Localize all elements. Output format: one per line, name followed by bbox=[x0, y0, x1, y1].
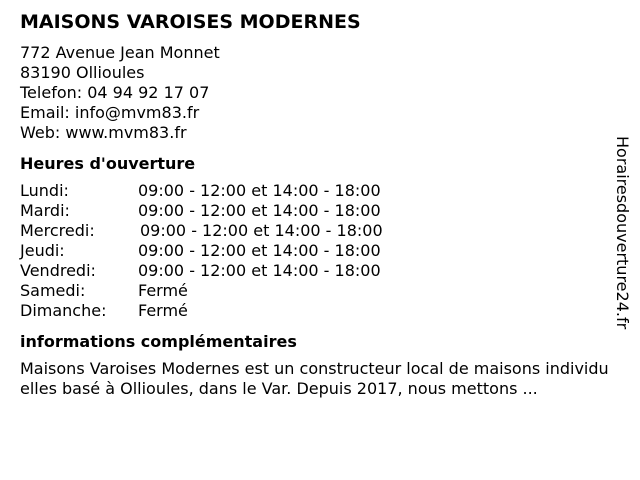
phone-line[interactable]: Telefon: 04 94 92 17 07 bbox=[20, 83, 210, 102]
address-city: 83190 Ollioules bbox=[20, 63, 145, 82]
business-card bbox=[20, 10, 610, 399]
hours-day-label: Mercredi: bbox=[20, 221, 95, 240]
hours-day-label: Vendredi: bbox=[20, 261, 96, 280]
site-brand-vertical[interactable]: Horairesdouverture24.fr bbox=[613, 136, 632, 330]
hours-row-saturday bbox=[20, 281, 610, 301]
hours-day-value: 09:00 - 12:00 et 14:00 - 18:00 bbox=[138, 201, 381, 220]
hours-heading: Heures d'ouverture bbox=[20, 154, 196, 173]
hours-row-sunday bbox=[20, 301, 610, 321]
hours-day-value: Fermé bbox=[138, 281, 188, 300]
hours-day-label: Mardi: bbox=[20, 201, 70, 220]
hours-day-label: Lundi: bbox=[20, 181, 69, 200]
hours-day-value: 09:00 - 12:00 et 14:00 - 18:00 bbox=[138, 181, 381, 200]
web-line[interactable]: Web: www.mvm83.fr bbox=[20, 123, 187, 142]
hours-day-label: Samedi: bbox=[20, 281, 86, 300]
hours-row-wednesday bbox=[20, 221, 610, 241]
hours-day-value: 09:00 - 12:00 et 14:00 - 18:00 bbox=[140, 221, 383, 240]
hours-day-value: 09:00 - 12:00 et 14:00 - 18:00 bbox=[138, 241, 381, 260]
hours-day-value: 09:00 - 12:00 et 14:00 - 18:00 bbox=[138, 261, 381, 280]
address-street: 772 Avenue Jean Monnet bbox=[20, 43, 220, 62]
info-description: Maisons Varoises Modernes est un constructeur local de maisons individuelles basé à Ollioules, dans le Var. Depuis 2017, nous mettons ... bbox=[20, 359, 609, 398]
hours-row-thursday bbox=[20, 241, 610, 261]
hours-row-monday bbox=[20, 181, 610, 201]
hours-row-tuesday bbox=[20, 201, 610, 221]
hours-day-value: Fermé bbox=[138, 301, 188, 320]
business-name: MAISONS VAROISES MODERNES bbox=[20, 11, 361, 33]
info-heading: informations complémentaires bbox=[20, 332, 297, 351]
email-line[interactable]: Email: info@mvm83.fr bbox=[20, 103, 200, 122]
hours-day-label: Jeudi: bbox=[20, 241, 65, 260]
hours-table bbox=[20, 181, 610, 321]
hours-row-friday bbox=[20, 261, 610, 281]
hours-day-label: Dimanche: bbox=[20, 301, 107, 320]
